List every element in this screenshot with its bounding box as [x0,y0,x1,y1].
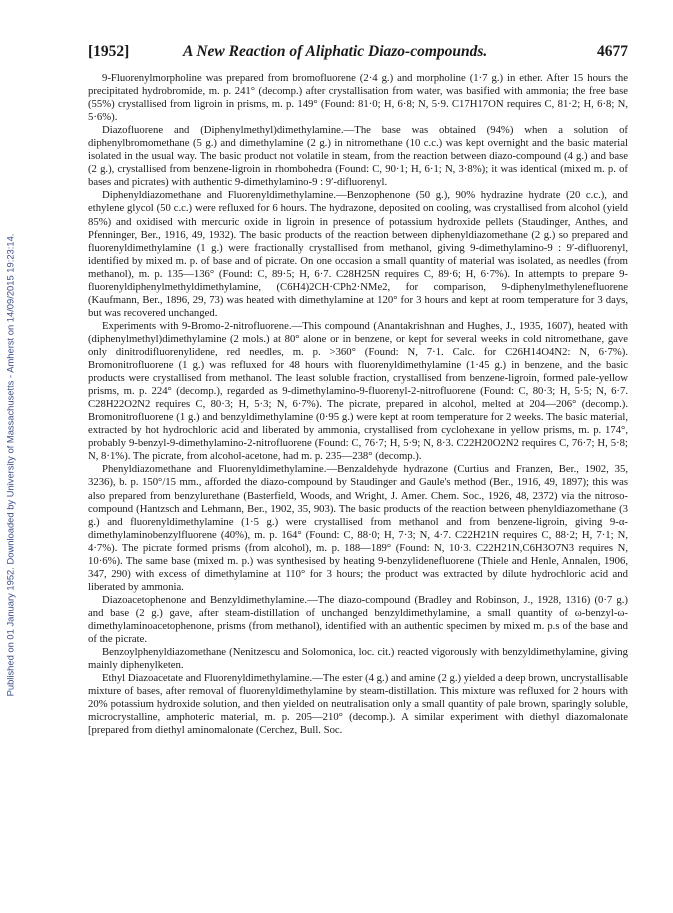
paragraph-6: Diazoacetophenone and Benzyldimethylamine.—The diazo-compound (Bradley and Robinson, J., 1928, 1316) (0·7 g.) and base (2 g.) gave, after steam-distillation of unchanged benzyldimethylamine, a small quantity of ω-benzyl-ω-dimethylaminoacetophenone, prisms (from methanol), identified with an authentic specimen by mixed m. p.s of the base and of the picrate. [88,593,628,646]
paragraph-7: Benzoylphenyldiazomethane (Nenitzescu and Solomonica, loc. cit.) reacted vigorously with benzyldimethylamine, giving mainly diphenylketen. [88,646,628,672]
paragraph-1: 9-Fluorenylmorpholine was prepared from bromofluorene (2·4 g.) and morpholine (1·7 g.) in ether. After 15 hours the precipitated hydrobromide, m. p. 241° (decomp.) after crystallisation from water, was basified with ammonia; the free base (55%) crystallised from ligroin in prisms, m. p. 149° (Found: 81·0; H, 6·8; N, 5·9. C17H17ON requires C, 81·2; H, 6·8; N, 5·6%). [88,72,628,124]
paragraph-5: Phenyldiazomethane and Fluorenyldimethylamine.—Benzaldehyde hydrazone (Curtius and Franzen, Ber., 1902, 35, 3236), b. p. 150°/15 mm., afforded the diazo-compound by Staudinger and Gaule's method (Ber., 1916, 49, 1897); this was also prepared from benzylurethane (Basterfield, Woods, and Wright, J. Amer. Chem. Soc., 1926, 48, 2372) via the nitroso-compound (Hantzsch and Lehmann, Ber., 1902, 35, 903). The basic products of the reaction between phenyldiazomethane (3 g.) and fluorenyldimethylamine (1·5 g.) were crystallised from methanol and from benzene-ligroin, giving 9-α-dimethylaminobenzylfluorene (40%), m. p. 164° (Found: C, 88·0; H, 7·3; N, 4·7. C22H21N requires C, 88·2; H, 7·1; N, 4·7%). The picrate formed prisms (from alcohol), m. p. 188—189° (Found: N, 10·3. C22H21N,C6H3O7N3 requires N, 10·6%). The same base (mixed m. p.) was synthesised by heating 9-benzylidenefluorene (Thiele and Henle, Annalen, 1906, 347, 290) with excess of dimethylamine at 110° for 3 hours; the product was extracted by dilute hydrochloric acid and liberated by ammonia. [88,463,628,593]
download-notice [2,80,18,850]
paragraph-2: Diazofluorene and (Diphenylmethyl)dimethylamine.—The base was obtained (94%) when a solution of diphenylbromomethane (5 g.) and dimethylamine (2 g.) in nitromethane (10 c.c.) was kept overnight and the basic material isolated in the usual way. The basic product not volatile in steam, from the reaction between diazo-compound (4 g.) and base (2 g.), crystallised from benzene-ligroin in rhombohedra (Found: C, 90·1; H, 6·1; N, 3·8%); it was identical (mixed m. p. of bases and picrates) with authentic 9-dimethylamino-9 : 9′-difluorenyl. [88,124,628,189]
journal-page [88,43,628,737]
running-header [88,43,628,65]
header-title: A New Reaction of Aliphatic Diazo-compounds. [183,43,488,60]
download-notice-text: Published on 01 January 1952. Downloaded by University of Massachusetts - Amherst on 14/09/2015 19:23:14. [4,233,16,697]
header-page-number: 4677 [597,43,628,60]
paragraph-8: Ethyl Diazoacetate and Fluorenyldimethylamine.—The ester (4 g.) and amine (2 g.) yielded a deep brown, uncrystallisable mixture of bases, after removal of fluorenyldimethylamine by steam-distillation. This mixture was refluxed for 2 hours with 20% potassium hydroxide solution, and then yielded on neutralisation only a small quantity of pale brown, sparingly soluble, microcrystalline, amphoteric material, m. p. 205—210° (decomp.). A similar experiment with diethyl diazomalonate [prepared from diethyl aminomalonate (Cerchez, Bull. Soc. [88,672,628,737]
header-year: [1952] [88,43,130,60]
paragraph-3: Diphenyldiazomethane and Fluorenyldimethylamine.—Benzophenone (50 g.), 90% hydrazine hydrate (20 c.c.), and ethylene glycol (50 c.c.) were refluxed for 6 hours. The hydrazone, deposited on cooling, was crystallised from alcohol (yield 85%) and oxidised with mercuric oxide in ligroin in presence of potassium hydroxide pellets (Staudinger, Anthes, and Pfenninger, Ber., 1916, 49, 1932). The basic products of the reaction between diphenyldiazomethane (2 g.) so prepared and fluorenyldimethylamine (1 g.) were fractionally crystallised from methanol, giving 9-dimethylamino-9 : 9′-difluorenyl, identified by mixed m. p. of base and of picrate. On one occasion a small quantity of material was isolated, as needles (from methanol), m. p. 135—136° (Found: C, 89·5; H, 6·7. C28H25N requires C, 89·6; H, 6·7%). In attempts to prepare 9-fluorenyldiphenylmethyldimethylamine, (C6H4)2CH·CPh2·NMe2, for comparison, 9-diphenylmethylenefluorene (Kaufmann, Ber., 1896, 29, 73) was heated with dimethylamine at 120° for 3 hours and kept at room temperature for 3 days, but was recovered unchanged. [88,189,628,319]
paragraph-4: Experiments with 9-Bromo-2-nitrofluorene.—This compound (Anantakrishnan and Hughes, J., 1935, 1607), heated with (diphenylmethyl)dimethylamine (2 mols.) at 80° alone or in benzene, or kept for several weeks in cold nitromethane, gave only dinitrodifluorenylidene, red needles, m. p. >360° (Found: N, 7·1. Calc. for C26H14O4N2: N, 6·7%). Bromonitrofluorene (1 g.) was refluxed for 48 hours with fluorenyldimethylamine (1·45 g.) in benzene, and the basic products were crystallised from methanol. The least soluble fraction, crystallised from benzene-ligroin, formed pale-yellow prisms, m. p. 224° (decomp.), regarded as 9-dimethylamino-9-fluorenyl-2-nitrofluorene (Found: C, 80·3; H, 5·5; N, 6·7. C28H22O2N2 requires C, 80·3; H, 5·3; N, 6·7%). The picrate, prepared in alcohol, melted at 204—206° (decomp.). Bromonitrofluorene (1 g.) and benzyldimethylamine (0·95 g.) were kept at room temperature for 2 weeks. The basic material, extracted by hot hydrochloric acid and liberated by ammonia, crystallised from cyclohexane in yellow prisms, m. p. 174°, probably 9-benzyl-9-dimethylamino-2-nitrofluorene (Found: C, 76·7; H, 5·9; N, 8·3. C22H20O2N2 requires C, 76·7; H, 5·8; N, 8·1%). The picrate, from alcohol-acetone, had m. p. 235—238° (decomp.). [88,319,628,463]
article-body [88,72,628,737]
